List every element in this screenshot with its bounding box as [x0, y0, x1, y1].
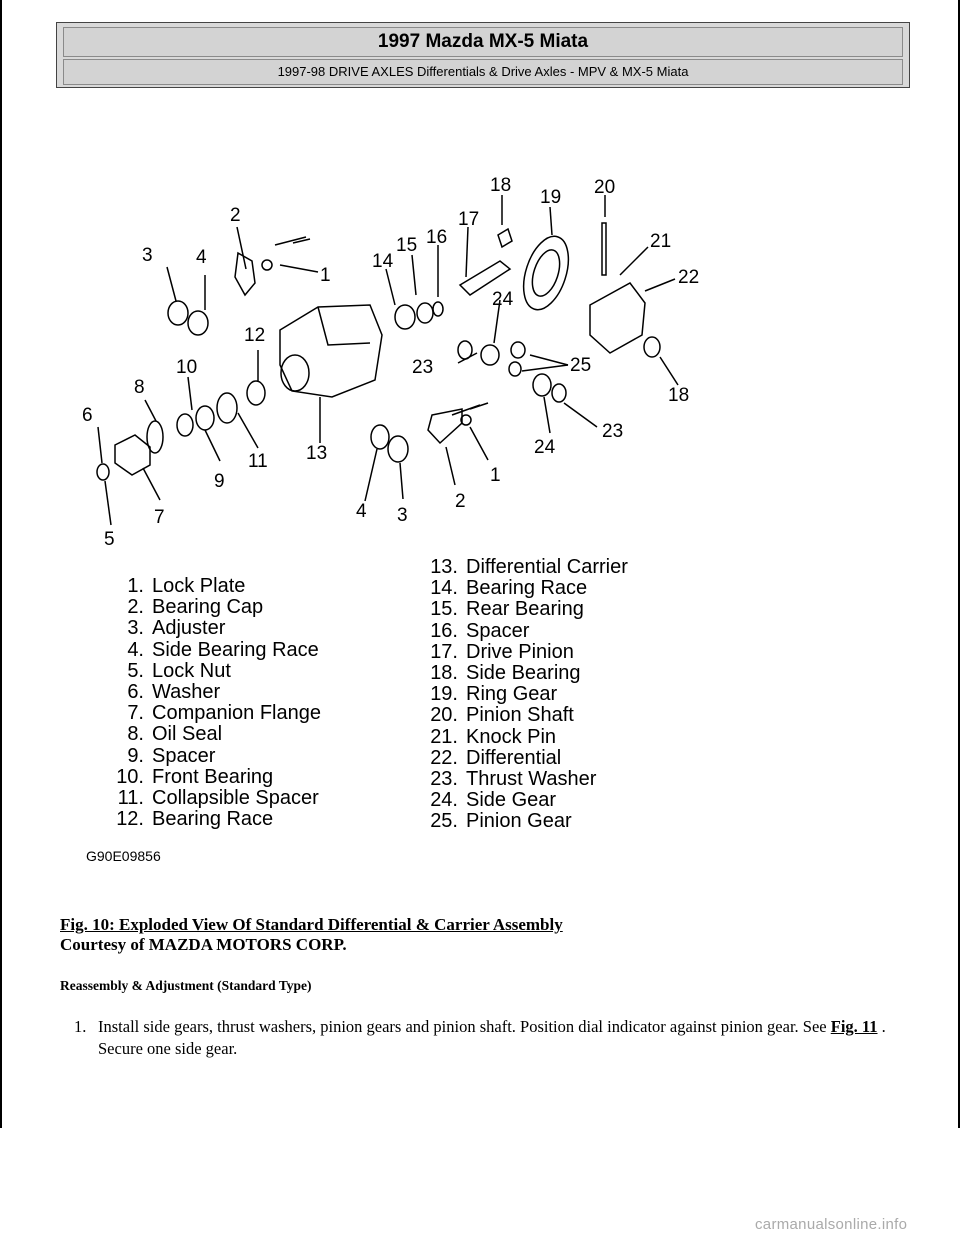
document-subtitle: 1997-98 DRIVE AXLES Differentials & Drive Axles - MPV & MX-5 Miata: [63, 59, 903, 85]
callout-23: 23: [412, 357, 434, 378]
callout-15: 15: [396, 235, 418, 256]
figure-caption-title: Fig. 10: Exploded View Of Standard Differential & Carrier Assembly: [60, 915, 563, 934]
callout-16: 16: [426, 227, 448, 248]
callout-14: 14: [372, 251, 394, 272]
callout-4: 4: [196, 247, 207, 268]
figure-caption: [60, 915, 563, 955]
legend-item: 11. Collapsible Spacer: [117, 787, 319, 810]
callout-1-lower: 1: [490, 465, 501, 486]
callout-7: 7: [154, 507, 165, 528]
legend-item: 16. Spacer: [430, 619, 530, 642]
callout-12: 12: [244, 325, 266, 346]
callout-5: 5: [104, 529, 115, 550]
callout-4-lower: 4: [356, 501, 367, 522]
section-heading: Reassembly & Adjustment (Standard Type): [60, 978, 312, 993]
figure-caption-courtesy: Courtesy of MAZDA MOTORS CORP.: [60, 935, 347, 954]
callout-8: 8: [134, 377, 145, 398]
figure-id: G90E09856: [86, 848, 161, 864]
document-title: 1997 Mazda MX-5 Miata: [63, 27, 903, 57]
legend-item: 20. Pinion Shaft: [430, 704, 574, 727]
legend-item: 8. Oil Seal: [127, 723, 223, 746]
callout-2: 2: [230, 205, 241, 226]
page-border-left: [0, 0, 2, 1128]
callout-11: 11: [248, 451, 268, 472]
callout-3: 3: [142, 245, 153, 266]
callout-3-lower: 3: [397, 505, 408, 526]
legend-item: 3. Adjuster: [127, 617, 226, 640]
procedure-step: [74, 1016, 894, 1060]
exploded-view-diagram: [70, 165, 730, 555]
callout-18: 18: [490, 175, 512, 196]
legend-item: 6. Washer: [127, 681, 221, 704]
legend-item: 19. Ring Gear: [430, 683, 558, 706]
callout-23-lower: 23: [602, 421, 624, 442]
legend-item: 7. Companion Flange: [127, 702, 321, 725]
callout-24: 24: [492, 289, 514, 310]
callout-13: 13: [306, 443, 328, 464]
callout-22: 22: [678, 267, 700, 288]
callout-1: 1: [320, 265, 331, 286]
differential-carrier-shape: [280, 305, 382, 397]
callout-18-lower: 18: [668, 385, 690, 406]
callout-25: 25: [570, 355, 592, 376]
watermark-text: carmanualsonline.info: [755, 1216, 908, 1233]
legend-item: 21. Knock Pin: [430, 725, 557, 748]
legend-item: 10. Front Bearing: [116, 765, 274, 788]
legend-item: 25. Pinion Gear: [430, 810, 572, 833]
callout-17: 17: [458, 209, 480, 230]
step-text: Install side gears, thrust washers, pinion gears and pinion shaft. Position dial indicator against pinion gear. See Fig. 11 . Secure one side gear.: [98, 1017, 886, 1058]
legend-item: 5. Lock Nut: [127, 659, 231, 682]
legend-item: 12. Bearing Race: [116, 808, 274, 831]
parts-legend-right: [422, 557, 628, 833]
legend-item: 22. Differential: [430, 746, 562, 769]
legend-item: 18. Side Bearing: [430, 662, 581, 685]
callout-6: 6: [82, 405, 93, 426]
fig-11-link[interactable]: Fig. 11: [830, 1017, 878, 1036]
legend-item: 9. Spacer: [127, 744, 216, 767]
parts-legend-left: [108, 576, 321, 830]
callout-21: 21: [650, 231, 672, 252]
legend-item: 23. Thrust Washer: [430, 768, 597, 791]
legend-item: 24. Side Gear: [430, 789, 557, 812]
legend-item: 15. Rear Bearing: [430, 598, 584, 621]
legend-item: 4. Side Bearing Race: [127, 638, 319, 661]
page-footer: [0, 1128, 960, 1242]
callout-9: 9: [214, 471, 225, 492]
legend-item: 13. Differential Carrier: [430, 556, 628, 578]
legend-item: 14. Bearing Race: [430, 577, 588, 600]
step-number: 1.: [74, 1017, 87, 1036]
callout-19: 19: [540, 187, 562, 208]
legend-item: 2. Bearing Cap: [127, 596, 264, 619]
legend-item: 1. Lock Plate: [127, 575, 246, 597]
callout-20: 20: [594, 177, 616, 198]
callout-24-lower: 24: [534, 437, 556, 458]
callout-10: 10: [176, 357, 198, 378]
legend-item: 17. Drive Pinion: [430, 640, 574, 663]
callout-2-lower: 2: [455, 491, 466, 512]
document-header: [56, 22, 910, 88]
